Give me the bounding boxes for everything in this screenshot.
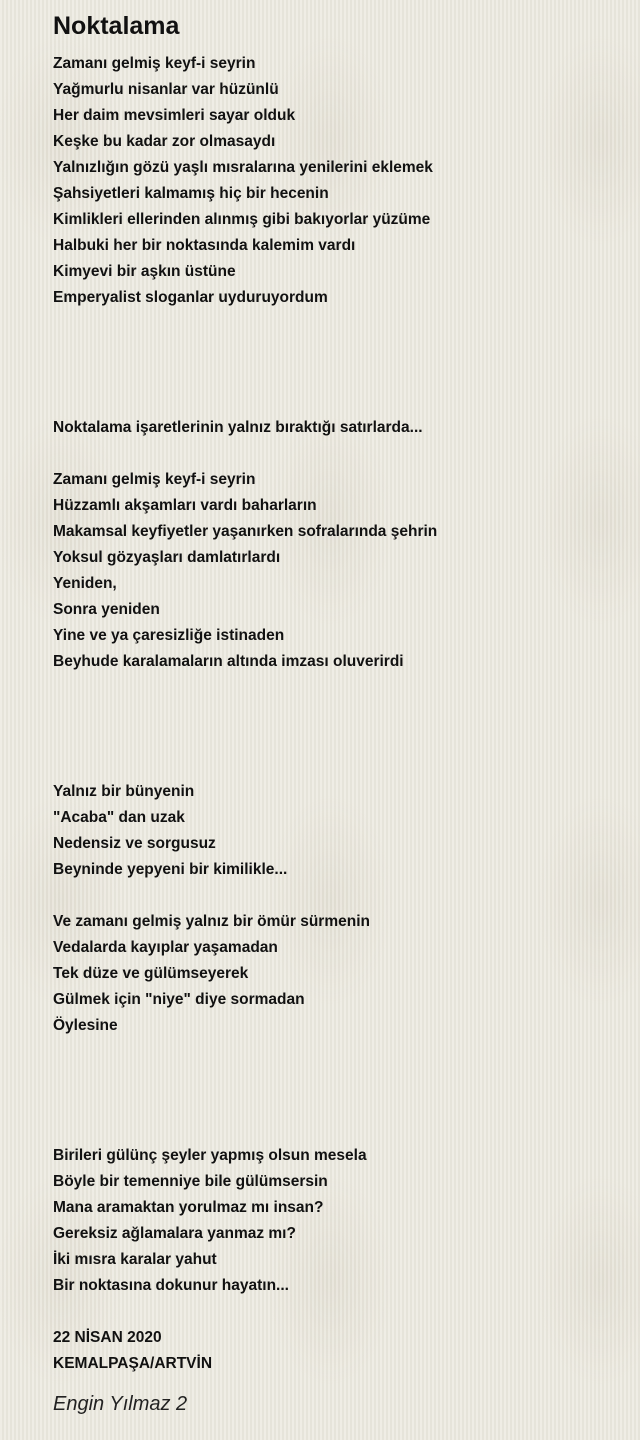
poem-blank-line	[53, 1065, 623, 1091]
poem-line: Kimyevi bir aşkın üstüne	[53, 263, 236, 280]
poem-blank-line	[53, 311, 623, 337]
poem-author: Engin Yılmaz 2	[53, 1393, 188, 1415]
poem-line: Kimlikleri ellerinden alınmış gibi bakıyorlar yüzüme	[53, 211, 431, 228]
poem-line: Sonra yeniden	[53, 601, 160, 618]
poem-container	[53, 11, 623, 1417]
poem-line: "Acaba" dan uzak	[53, 809, 185, 826]
poem-line: Birileri gülünç şeyler yapmış olsun mesela	[53, 1147, 367, 1164]
poem-line: Beyninde yepyeni bir kimilikle...	[53, 861, 288, 878]
poem-blank-line	[53, 1299, 623, 1325]
poem-line: Bir noktasına dokunur hayatın...	[53, 1277, 289, 1294]
poem-line: Hüzzamlı akşamları vardı baharların	[53, 497, 317, 514]
poem-blank-line	[53, 701, 623, 727]
poem-blank-line	[53, 675, 623, 701]
poem-line: Gereksiz ağlamalara yanmaz mı?	[53, 1225, 296, 1242]
poem-blank-line	[53, 883, 623, 909]
poem-blank-line	[53, 1039, 623, 1065]
poem-line: Nedensiz ve sorgusuz	[53, 835, 216, 852]
poem-line: Tek düze ve gülümseyerek	[53, 965, 249, 982]
poem-line: Öylesine	[53, 1017, 118, 1034]
poem-line: KEMALPAŞA/ARTVİN	[53, 1355, 213, 1372]
poem-line: Yine ve ya çaresizliğe istinaden	[53, 627, 285, 644]
poem-line: Halbuki her bir noktasında kalemim vardı	[53, 237, 356, 254]
poem-title: Noktalama	[53, 12, 180, 40]
poem-blank-line	[53, 337, 623, 363]
poem-line: Yoksul gözyaşları damlatırlardı	[53, 549, 281, 566]
poem-line: Emperyalist sloganlar uyduruyordum	[53, 289, 328, 306]
poem-blank-line	[53, 753, 623, 779]
poem-line: Yalnız bir bünyenin	[53, 783, 195, 800]
poem-blank-line	[53, 363, 623, 389]
poem-line: Keşke bu kadar zor olmasaydı	[53, 133, 276, 150]
poem-blank-line	[53, 1091, 623, 1117]
poem-line: Yeniden,	[53, 575, 117, 592]
poem-line: Yağmurlu nisanlar var hüzünlü	[53, 81, 279, 98]
poem-line: Böyle bir temenniye bile gülümsersin	[53, 1173, 328, 1190]
poem-line: Beyhude karalamaların altında imzası oluverirdi	[53, 653, 404, 670]
poem-line: 22 NİSAN 2020	[53, 1329, 162, 1346]
poem-line: Her daim mevsimleri sayar olduk	[53, 107, 296, 124]
poem-line: Mana aramaktan yorulmaz mı insan?	[53, 1199, 324, 1216]
poem-line: Zamanı gelmiş keyf-i seyrin	[53, 55, 256, 72]
poem-line: Gülmek için "niye" diye sormadan	[53, 991, 305, 1008]
poem-line: Şahsiyetleri kalmamış hiç bir hecenin	[53, 185, 329, 202]
poem-blank-line	[53, 441, 623, 467]
poem-body	[53, 51, 623, 1377]
poem-line: Vedalarda kayıplar yaşamadan	[53, 939, 278, 956]
poem-line: Zamanı gelmiş keyf-i seyrin	[53, 471, 256, 488]
poem-line: İki mısra karalar yahut	[53, 1251, 217, 1268]
poem-blank-line	[53, 1117, 623, 1143]
poem-line: Ve zamanı gelmiş yalnız bir ömür sürmenin	[53, 913, 370, 930]
poem-blank-line	[53, 727, 623, 753]
poem-blank-line	[53, 389, 623, 415]
poem-line: Yalnızlığın gözü yaşlı mısralarına yenilerini eklemek	[53, 159, 433, 176]
poem-line: Noktalama işaretlerinin yalnız bıraktığı satırlarda...	[53, 419, 423, 436]
poem-line: Makamsal keyfiyetler yaşanırken sofralarında şehrin	[53, 523, 438, 540]
